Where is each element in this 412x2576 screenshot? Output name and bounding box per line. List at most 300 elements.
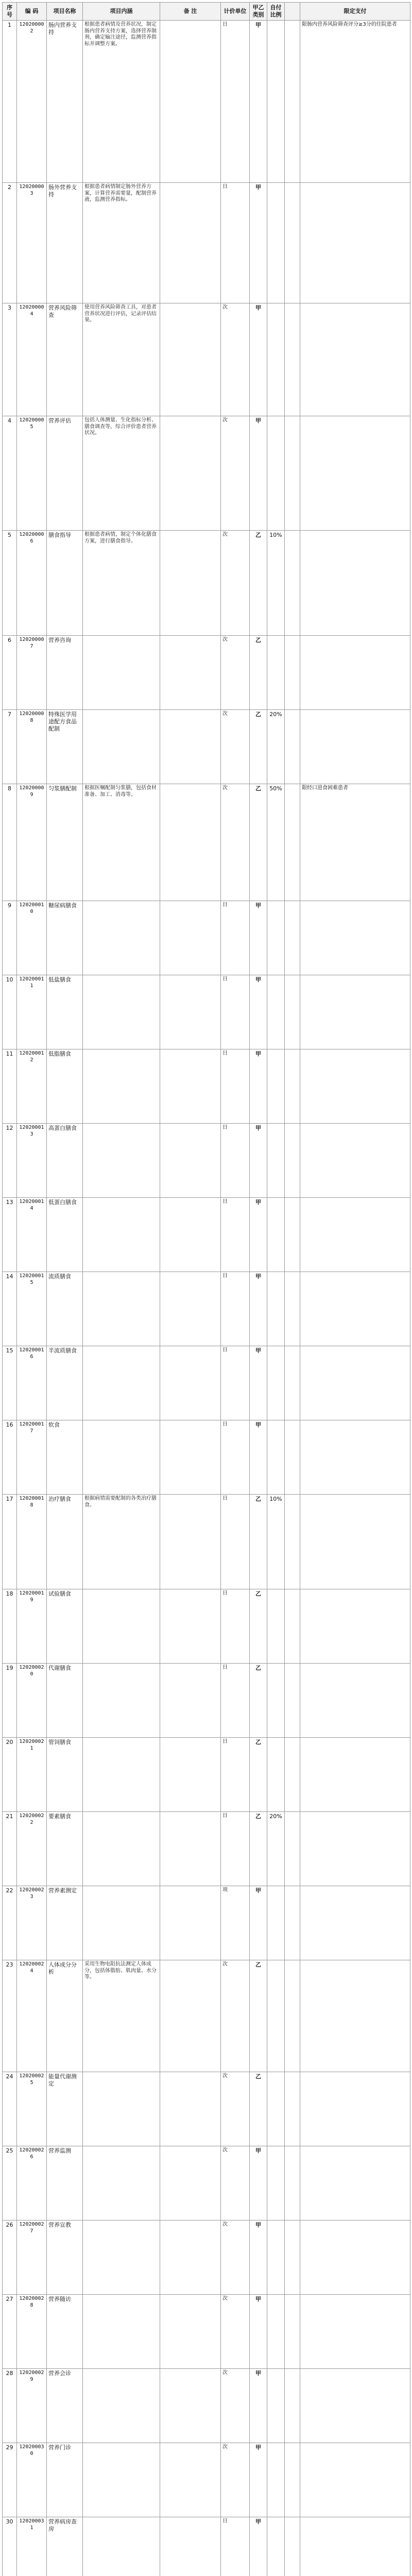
item-blank xyxy=(285,975,300,1049)
item-category: 甲 xyxy=(250,1198,267,1272)
item-category: 甲 xyxy=(250,416,267,531)
item-category: 乙 xyxy=(250,1960,267,2072)
item-blank xyxy=(285,1960,300,2072)
item-name: 营养会诊 xyxy=(47,2369,83,2443)
item-note xyxy=(160,1272,221,1346)
item-name: 营养监测 xyxy=(47,2146,83,2221)
item-restriction xyxy=(300,416,410,531)
item-restriction xyxy=(300,636,410,710)
item-code: 120200022 xyxy=(17,1812,47,1886)
item-code: 120200006 xyxy=(17,531,47,636)
item-self-pay-ratio xyxy=(267,21,285,183)
item-restriction xyxy=(300,1049,410,1124)
table-row xyxy=(3,2221,410,2295)
item-blank xyxy=(285,1495,300,1589)
item-restriction xyxy=(300,2369,410,2443)
item-blank xyxy=(285,1664,300,1738)
row-number: 16 xyxy=(3,1420,17,1495)
item-blank xyxy=(285,1049,300,1124)
header-ratio: 自付比例 xyxy=(267,3,285,21)
item-restriction xyxy=(300,1738,410,1812)
item-blank xyxy=(285,1198,300,1272)
item-content xyxy=(83,1812,160,1886)
item-code: 120200025 xyxy=(17,2072,47,2146)
item-unit: 日 xyxy=(221,1812,250,1886)
item-name: 软食 xyxy=(47,1420,83,1495)
item-restriction xyxy=(300,1420,410,1495)
item-name: 营养咨询 xyxy=(47,636,83,710)
item-note xyxy=(160,1346,221,1420)
item-restriction xyxy=(300,1272,410,1346)
item-note xyxy=(160,901,221,975)
item-name: 营养门诊 xyxy=(47,2443,83,2517)
item-unit: 日 xyxy=(221,1272,250,1346)
item-self-pay-ratio xyxy=(267,1124,285,1198)
item-note xyxy=(160,303,221,416)
item-category: 甲 xyxy=(250,975,267,1049)
item-code: 120200012 xyxy=(17,1049,47,1124)
item-content xyxy=(83,901,160,975)
header-note: 备 注 xyxy=(160,3,221,21)
row-number: 17 xyxy=(3,1495,17,1589)
table-row xyxy=(3,1049,410,1124)
row-number: 4 xyxy=(3,416,17,531)
pricing-table xyxy=(2,2,410,2576)
item-unit: 次 xyxy=(221,2146,250,2221)
item-name: 膳食指导 xyxy=(47,531,83,636)
item-self-pay-ratio xyxy=(267,1420,285,1495)
item-category: 甲 xyxy=(250,2443,267,2517)
item-content xyxy=(83,975,160,1049)
item-code: 120200016 xyxy=(17,1346,47,1420)
item-code: 120200023 xyxy=(17,1886,47,1960)
item-blank xyxy=(285,1738,300,1812)
item-category: 乙 xyxy=(250,2072,267,2146)
item-category: 乙 xyxy=(250,636,267,710)
item-name: 试验膳食 xyxy=(47,1589,83,1664)
item-category: 甲 xyxy=(250,1346,267,1420)
item-content xyxy=(83,1272,160,1346)
item-content xyxy=(83,2146,160,2221)
row-number: 18 xyxy=(3,1589,17,1664)
item-self-pay-ratio xyxy=(267,416,285,531)
item-category: 乙 xyxy=(250,1495,267,1589)
item-restriction xyxy=(300,2295,410,2369)
item-name: 低脂膳食 xyxy=(47,1049,83,1124)
item-category: 乙 xyxy=(250,1664,267,1738)
item-content xyxy=(83,2443,160,2517)
item-self-pay-ratio xyxy=(267,1589,285,1664)
item-blank xyxy=(285,1272,300,1346)
item-code: 120200019 xyxy=(17,1589,47,1664)
item-blank xyxy=(285,2369,300,2443)
item-content xyxy=(83,2295,160,2369)
table-row xyxy=(3,784,410,901)
item-name: 肠外营养支持 xyxy=(47,183,83,303)
item-note xyxy=(160,531,221,636)
item-self-pay-ratio xyxy=(267,2443,285,2517)
item-blank xyxy=(285,1346,300,1420)
item-unit: 次 xyxy=(221,303,250,416)
item-blank xyxy=(285,1589,300,1664)
item-note xyxy=(160,1664,221,1738)
item-restriction xyxy=(300,975,410,1049)
item-self-pay-ratio xyxy=(267,2072,285,2146)
item-blank xyxy=(285,2295,300,2369)
table-row xyxy=(3,1495,410,1589)
item-self-pay-ratio xyxy=(267,2146,285,2221)
item-category: 乙 xyxy=(250,784,267,901)
table-row xyxy=(3,416,410,531)
item-blank xyxy=(285,1886,300,1960)
item-blank xyxy=(285,784,300,901)
item-category: 甲 xyxy=(250,2221,267,2295)
item-note xyxy=(160,1960,221,2072)
row-number: 23 xyxy=(3,1960,17,2072)
item-category: 甲 xyxy=(250,2369,267,2443)
item-restriction xyxy=(300,1124,410,1198)
item-name: 管饲膳食 xyxy=(47,1738,83,1812)
item-self-pay-ratio xyxy=(267,183,285,303)
item-self-pay-ratio xyxy=(267,1664,285,1738)
item-category: 乙 xyxy=(250,1812,267,1886)
item-self-pay-ratio: 10% xyxy=(267,1495,285,1589)
item-note xyxy=(160,2443,221,2517)
table-row xyxy=(3,710,410,784)
item-name: 营养风险筛查 xyxy=(47,303,83,416)
item-self-pay-ratio xyxy=(267,1049,285,1124)
item-unit: 项 xyxy=(221,1886,250,1960)
item-note xyxy=(160,2517,221,2576)
table-row xyxy=(3,901,410,975)
row-number: 2 xyxy=(3,183,17,303)
item-note xyxy=(160,2295,221,2369)
item-code: 120200009 xyxy=(17,784,47,901)
item-code: 120200031 xyxy=(17,2517,47,2576)
row-number: 24 xyxy=(3,2072,17,2146)
item-restriction xyxy=(300,1589,410,1664)
table-row xyxy=(3,1886,410,1960)
item-name: 半流质膳食 xyxy=(47,1346,83,1420)
item-content xyxy=(83,2072,160,2146)
item-category: 乙 xyxy=(250,531,267,636)
table-row xyxy=(3,1738,410,1812)
item-unit: 次 xyxy=(221,2295,250,2369)
item-code: 120200017 xyxy=(17,1420,47,1495)
item-unit: 日 xyxy=(221,1420,250,1495)
item-self-pay-ratio xyxy=(267,303,285,416)
table-row xyxy=(3,975,410,1049)
item-category: 甲 xyxy=(250,303,267,416)
header-no: 序号 xyxy=(3,3,17,21)
item-note xyxy=(160,1420,221,1495)
item-category: 甲 xyxy=(250,1049,267,1124)
item-unit: 日 xyxy=(221,2517,250,2576)
item-code: 120200004 xyxy=(17,303,47,416)
item-note xyxy=(160,1886,221,1960)
item-unit: 日 xyxy=(221,901,250,975)
row-number: 30 xyxy=(3,2517,17,2576)
table-row xyxy=(3,21,410,183)
row-number: 9 xyxy=(3,901,17,975)
item-blank xyxy=(285,2443,300,2517)
row-number: 5 xyxy=(3,531,17,636)
item-note xyxy=(160,1495,221,1589)
item-name: 特殊医学用途配方食品配制 xyxy=(47,710,83,784)
table-row xyxy=(3,2295,410,2369)
item-code: 120200018 xyxy=(17,1495,47,1589)
item-content xyxy=(83,1589,160,1664)
table-row xyxy=(3,1589,410,1664)
row-number: 28 xyxy=(3,2369,17,2443)
header-blank xyxy=(285,3,300,21)
item-code: 120200021 xyxy=(17,1738,47,1812)
item-code: 120200028 xyxy=(17,2295,47,2369)
item-name: 营养宣教 xyxy=(47,2221,83,2295)
item-content xyxy=(83,1420,160,1495)
row-number: 26 xyxy=(3,2221,17,2295)
item-code: 120200007 xyxy=(17,636,47,710)
item-content xyxy=(83,1346,160,1420)
table-body xyxy=(3,21,410,2576)
item-code: 120200030 xyxy=(17,2443,47,2517)
item-note xyxy=(160,2369,221,2443)
item-code: 120200003 xyxy=(17,183,47,303)
item-name: 营养随访 xyxy=(47,2295,83,2369)
table-row xyxy=(3,1664,410,1738)
item-unit: 日 xyxy=(221,1049,250,1124)
item-unit: 日 xyxy=(221,1495,250,1589)
row-number: 27 xyxy=(3,2295,17,2369)
item-restriction xyxy=(300,183,410,303)
item-note xyxy=(160,1049,221,1124)
item-content xyxy=(83,1198,160,1272)
table-row xyxy=(3,2443,410,2517)
item-self-pay-ratio xyxy=(267,1198,285,1272)
item-note xyxy=(160,2072,221,2146)
item-unit: 日 xyxy=(221,1346,250,1420)
table-row xyxy=(3,2517,410,2576)
row-number: 7 xyxy=(3,710,17,784)
item-name: 要素膳食 xyxy=(47,1812,83,1886)
item-code: 120200002 xyxy=(17,21,47,183)
item-code: 120200011 xyxy=(17,975,47,1049)
item-restriction xyxy=(300,1346,410,1420)
item-unit: 次 xyxy=(221,636,250,710)
row-number: 25 xyxy=(3,2146,17,2221)
item-self-pay-ratio: 10% xyxy=(267,531,285,636)
item-category: 甲 xyxy=(250,1886,267,1960)
item-note xyxy=(160,784,221,901)
item-content xyxy=(83,1049,160,1124)
item-content: 根据患者病情，制定个体化膳食方案，进行膳食指导。 xyxy=(83,531,160,636)
item-name: 营养病房查房 xyxy=(47,2517,83,2576)
item-category: 甲 xyxy=(250,2517,267,2576)
item-note xyxy=(160,1738,221,1812)
item-content xyxy=(83,2517,160,2576)
item-content xyxy=(83,1886,160,1960)
item-unit: 次 xyxy=(221,710,250,784)
item-name: 流质膳食 xyxy=(47,1272,83,1346)
item-category: 甲 xyxy=(250,2295,267,2369)
item-self-pay-ratio xyxy=(267,2369,285,2443)
document-sheet xyxy=(2,2,410,2576)
item-self-pay-ratio xyxy=(267,2295,285,2369)
item-code: 120200014 xyxy=(17,1198,47,1272)
item-code: 120200005 xyxy=(17,416,47,531)
item-restriction xyxy=(300,901,410,975)
item-note xyxy=(160,710,221,784)
item-unit: 日 xyxy=(221,183,250,303)
table-header-row xyxy=(3,3,410,21)
table-row xyxy=(3,1812,410,1886)
item-name: 代谢膳食 xyxy=(47,1664,83,1738)
row-number: 8 xyxy=(3,784,17,901)
header-name: 项目名称 xyxy=(47,3,83,21)
item-blank xyxy=(285,1420,300,1495)
item-blank xyxy=(285,2146,300,2221)
item-category: 甲 xyxy=(250,1272,267,1346)
item-unit: 日 xyxy=(221,975,250,1049)
row-number: 1 xyxy=(3,21,17,183)
item-note xyxy=(160,416,221,531)
item-restriction xyxy=(300,1812,410,1886)
item-blank xyxy=(285,416,300,531)
item-unit: 次 xyxy=(221,784,250,901)
item-blank xyxy=(285,531,300,636)
table-row xyxy=(3,1272,410,1346)
item-restriction xyxy=(300,1495,410,1589)
item-self-pay-ratio: 50% xyxy=(267,784,285,901)
item-note xyxy=(160,636,221,710)
item-blank xyxy=(285,2517,300,2576)
item-code: 120200029 xyxy=(17,2369,47,2443)
table-row xyxy=(3,531,410,636)
item-name: 营养素测定 xyxy=(47,1886,83,1960)
item-name: 低盐膳食 xyxy=(47,975,83,1049)
item-content xyxy=(83,636,160,710)
item-code: 120200024 xyxy=(17,1960,47,2072)
item-code: 120200013 xyxy=(17,1124,47,1198)
item-blank xyxy=(285,21,300,183)
header-cat: 甲乙类别 xyxy=(250,3,267,21)
item-name: 人体成分分析 xyxy=(47,1960,83,2072)
item-note xyxy=(160,2146,221,2221)
item-self-pay-ratio xyxy=(267,1738,285,1812)
table-row xyxy=(3,303,410,416)
row-number: 11 xyxy=(3,1049,17,1124)
item-note xyxy=(160,1589,221,1664)
header-code: 编 码 xyxy=(17,3,47,21)
item-restriction xyxy=(300,1886,410,1960)
item-content: 根据患者病情及营养状况，制定肠内营养支持方案，选择营养制剂，确定输注途径，监测营养指标并调整方案。 xyxy=(83,21,160,183)
table-row xyxy=(3,1960,410,2072)
item-unit: 日 xyxy=(221,1124,250,1198)
item-restriction xyxy=(300,1664,410,1738)
item-unit: 次 xyxy=(221,1960,250,2072)
table-row xyxy=(3,1124,410,1198)
item-content: 采用生物电阻抗法测定人体成分，包括体脂肪、肌肉量、水分等。 xyxy=(83,1960,160,2072)
item-restriction: 限经口进食困难患者 xyxy=(300,784,410,901)
item-name: 治疗膳食 xyxy=(47,1495,83,1589)
item-self-pay-ratio xyxy=(267,1960,285,2072)
item-category: 甲 xyxy=(250,1124,267,1198)
table-row xyxy=(3,2146,410,2221)
item-content xyxy=(83,2221,160,2295)
item-restriction: 限肠内营养风险筛查评分≥3分的住院患者 xyxy=(300,21,410,183)
row-number: 6 xyxy=(3,636,17,710)
item-restriction xyxy=(300,2072,410,2146)
item-note xyxy=(160,2221,221,2295)
row-number: 20 xyxy=(3,1738,17,1812)
item-unit: 日 xyxy=(221,21,250,183)
item-content xyxy=(83,1738,160,1812)
item-restriction xyxy=(300,303,410,416)
table-row xyxy=(3,2072,410,2146)
item-unit: 日 xyxy=(221,1738,250,1812)
item-name: 糖尿病膳食 xyxy=(47,901,83,975)
item-code: 120200010 xyxy=(17,901,47,975)
item-category: 乙 xyxy=(250,1589,267,1664)
table-row xyxy=(3,183,410,303)
row-number: 21 xyxy=(3,1812,17,1886)
row-number: 29 xyxy=(3,2443,17,2517)
item-blank xyxy=(285,1124,300,1198)
table-row xyxy=(3,2369,410,2443)
item-category: 乙 xyxy=(250,710,267,784)
item-blank xyxy=(285,901,300,975)
item-content xyxy=(83,710,160,784)
item-self-pay-ratio xyxy=(267,1346,285,1420)
item-note xyxy=(160,21,221,183)
item-blank xyxy=(285,303,300,416)
item-unit: 次 xyxy=(221,2369,250,2443)
item-content xyxy=(83,1664,160,1738)
row-number: 14 xyxy=(3,1272,17,1346)
row-number: 3 xyxy=(3,303,17,416)
item-unit: 日 xyxy=(221,1589,250,1664)
item-blank xyxy=(285,2072,300,2146)
item-category: 甲 xyxy=(250,21,267,183)
item-code: 120200015 xyxy=(17,1272,47,1346)
item-restriction xyxy=(300,2443,410,2517)
item-content: 包括人体测量、生化指标分析、膳食调查等，综合评价患者营养状况。 xyxy=(83,416,160,531)
item-unit: 次 xyxy=(221,2072,250,2146)
item-self-pay-ratio xyxy=(267,2221,285,2295)
item-self-pay-ratio: 20% xyxy=(267,1812,285,1886)
item-restriction xyxy=(300,2221,410,2295)
row-number: 22 xyxy=(3,1886,17,1960)
item-category: 甲 xyxy=(250,901,267,975)
item-self-pay-ratio xyxy=(267,636,285,710)
item-category: 甲 xyxy=(250,2146,267,2221)
table-row xyxy=(3,1420,410,1495)
item-restriction xyxy=(300,531,410,636)
item-blank xyxy=(285,1812,300,1886)
item-self-pay-ratio xyxy=(267,975,285,1049)
row-number: 10 xyxy=(3,975,17,1049)
item-content: 使用营养风险筛查工具，对患者营养状况进行评估，记录评估结果。 xyxy=(83,303,160,416)
item-unit: 日 xyxy=(221,1664,250,1738)
table-row xyxy=(3,636,410,710)
row-number: 12 xyxy=(3,1124,17,1198)
row-number: 15 xyxy=(3,1346,17,1420)
item-content xyxy=(83,2369,160,2443)
table-row xyxy=(3,1346,410,1420)
item-unit: 次 xyxy=(221,2221,250,2295)
item-code: 120200008 xyxy=(17,710,47,784)
item-category: 甲 xyxy=(250,183,267,303)
